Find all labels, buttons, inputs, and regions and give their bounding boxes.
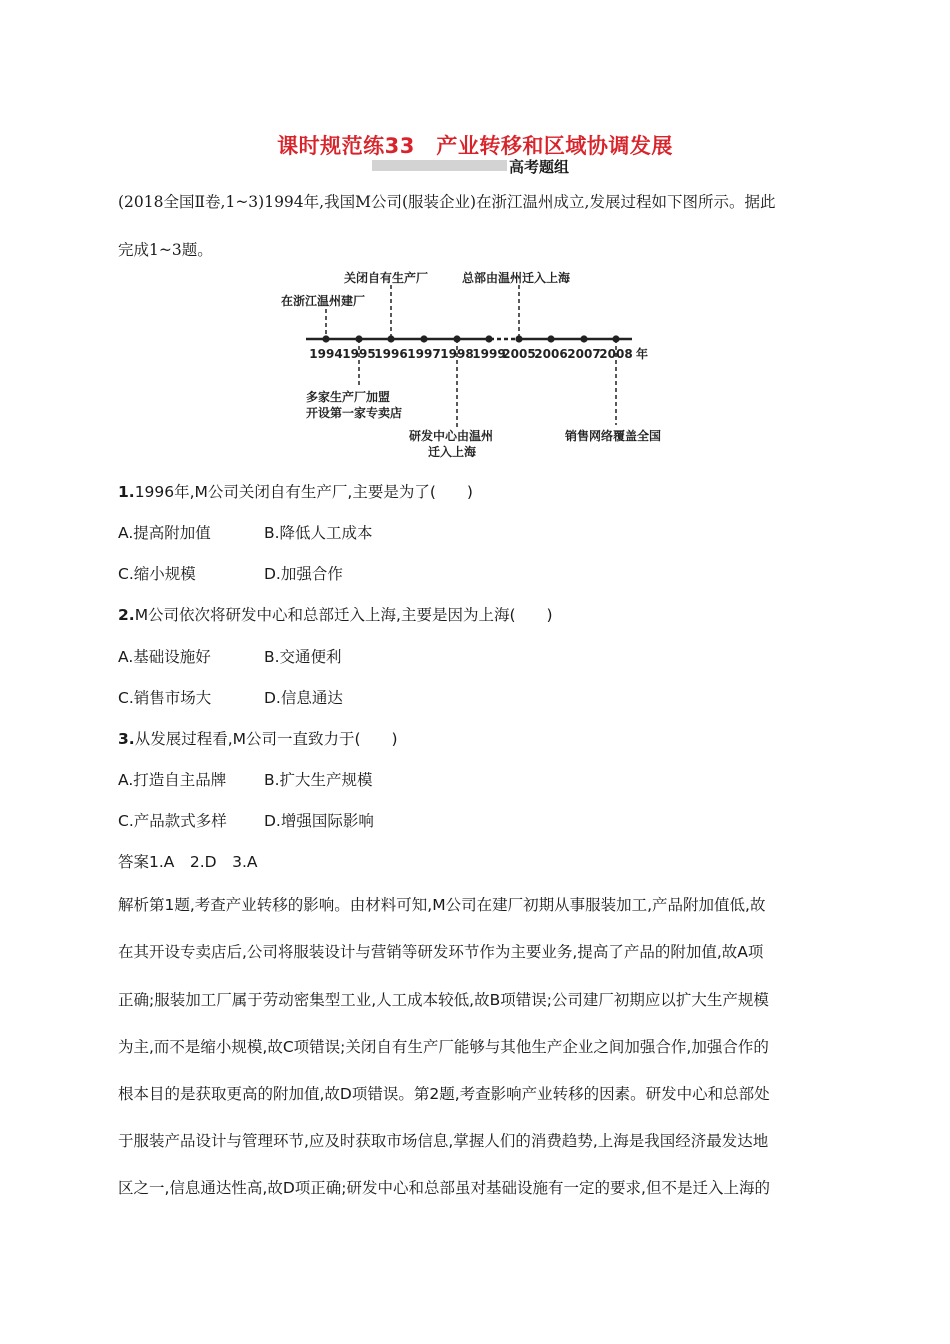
q2-options-row-2 <box>118 686 343 708</box>
option-b[interactable]: B.扩大生产规模 <box>264 771 373 789</box>
analysis-line-5: 根本目的是获取更高的附加值,故D项错误。第2题,考查影响产业转移的因素。研发中心和总部处 <box>118 1085 770 1103</box>
option-c[interactable]: C.销售市场大 <box>118 689 212 707</box>
option-a[interactable]: A.基础设施好 <box>118 648 211 666</box>
q1-options-row-2 <box>118 562 343 584</box>
event-1995-line-1: 多家生产厂加盟 <box>306 390 391 404</box>
section-label: 高考题组 <box>509 158 570 176</box>
option-d[interactable]: D.增强国际影响 <box>264 812 374 830</box>
option-c[interactable]: C.缩小规模 <box>118 565 196 583</box>
year-label-2006: 2006 <box>534 347 568 361</box>
year-label-1997: 1997 <box>407 347 441 361</box>
question-stem: M公司依次将研发中心和总部迁入上海,主要是因为上海( ) <box>134 606 553 624</box>
year-unit: 年 <box>636 347 649 361</box>
option-c[interactable]: C.产品款式多样 <box>118 812 227 830</box>
q3-options-row-2 <box>118 809 374 831</box>
question-2 <box>118 603 553 625</box>
option-b[interactable]: B.降低人工成本 <box>264 524 373 542</box>
option-d[interactable]: D.信息通达 <box>264 689 343 707</box>
question-number: 2. <box>118 606 135 624</box>
question-stem: 从发展过程看,M公司一直致力于( ) <box>134 730 398 748</box>
event-1998-line-1: 研发中心由温州 <box>409 429 494 443</box>
event-1998-line-2: 迁入上海 <box>428 445 477 459</box>
q1-options-row-1 <box>118 521 373 543</box>
year-label-2007: 2007 <box>567 347 601 361</box>
intro-line-2: 完成1~3题。 <box>118 241 213 259</box>
q2-options-row-1 <box>118 645 342 667</box>
year-label-1994: 1994 <box>309 347 343 361</box>
year-dot-1997 <box>420 335 427 342</box>
analysis-line-2: 在其开设专卖店后,公司将服装设计与营销等研发环节作为主要业务,提高了产品的附加值,故A项 <box>118 943 764 961</box>
timeline-diagram <box>0 265 950 465</box>
year-label-1995: 1995 <box>342 347 376 361</box>
analysis-line-4: 为主,而不是缩小规模,故C项错误;关闭自有生产厂能够与其他生产企业之间加强合作,加强合作的 <box>118 1038 769 1056</box>
page-title: 课时规范练33 产业转移和区域协调发展 <box>277 134 673 158</box>
intro-line-1: (2018全国Ⅱ卷,1~3)1994年,我国M公司(服装企业)在浙江温州成立,发展过程如下图所示。据此 <box>118 193 776 211</box>
event-2005: 总部由温州迁入上海 <box>462 271 571 285</box>
year-dot-1999 <box>485 335 492 342</box>
question-number: 3. <box>118 730 135 748</box>
year-label-1998: 1998 <box>440 347 474 361</box>
analysis-line-6: 于服装产品设计与管理环节,应及时获取市场信息,掌握人们的消费趋势,上海是我国经济最发达地 <box>118 1132 769 1150</box>
q3-options-row-1 <box>118 768 373 790</box>
option-a[interactable]: A.提高附加值 <box>118 524 211 542</box>
option-b[interactable]: B.交通便利 <box>264 648 342 666</box>
analysis-line-7: 区之一,信息通达性高,故D项正确;研发中心和总部虽对基础设施有一定的要求,但不是迁入上海的 <box>118 1179 770 1197</box>
year-label-2008: 2008 <box>599 347 633 361</box>
question-stem: 1996年,M公司关闭自有生产厂,主要是为了( ) <box>134 483 473 501</box>
question-1 <box>118 480 473 502</box>
answer-line: 答案1.A 2.D 3.A <box>118 853 258 871</box>
year-label-2005: 2005 <box>502 347 536 361</box>
event-1994: 在浙江温州建厂 <box>281 294 366 308</box>
event-1995-line-2: 开设第一家专卖店 <box>306 406 403 420</box>
year-dot-2007 <box>580 335 587 342</box>
option-a[interactable]: A.打造自主品牌 <box>118 771 227 789</box>
question-3 <box>118 727 398 749</box>
event-2008: 销售网络覆盖全国 <box>565 429 662 443</box>
section-bar <box>372 160 507 171</box>
analysis-line-3: 正确;服装加工厂属于劳动密集型工业,人工成本较低,故B项错误;公司建厂初期应以扩大生产规模 <box>118 991 769 1009</box>
year-dot-2006 <box>547 335 554 342</box>
event-1996: 关闭自有生产厂 <box>344 271 429 285</box>
option-d[interactable]: D.加强合作 <box>264 565 343 583</box>
year-label-1996: 1996 <box>374 347 408 361</box>
year-label-1999: 1999 <box>472 347 506 361</box>
question-number: 1. <box>118 483 135 501</box>
analysis-line-1: 解析第1题,考查产业转移的影响。由材料可知,M公司在建厂初期从事服装加工,产品附加值低,故 <box>118 896 766 914</box>
